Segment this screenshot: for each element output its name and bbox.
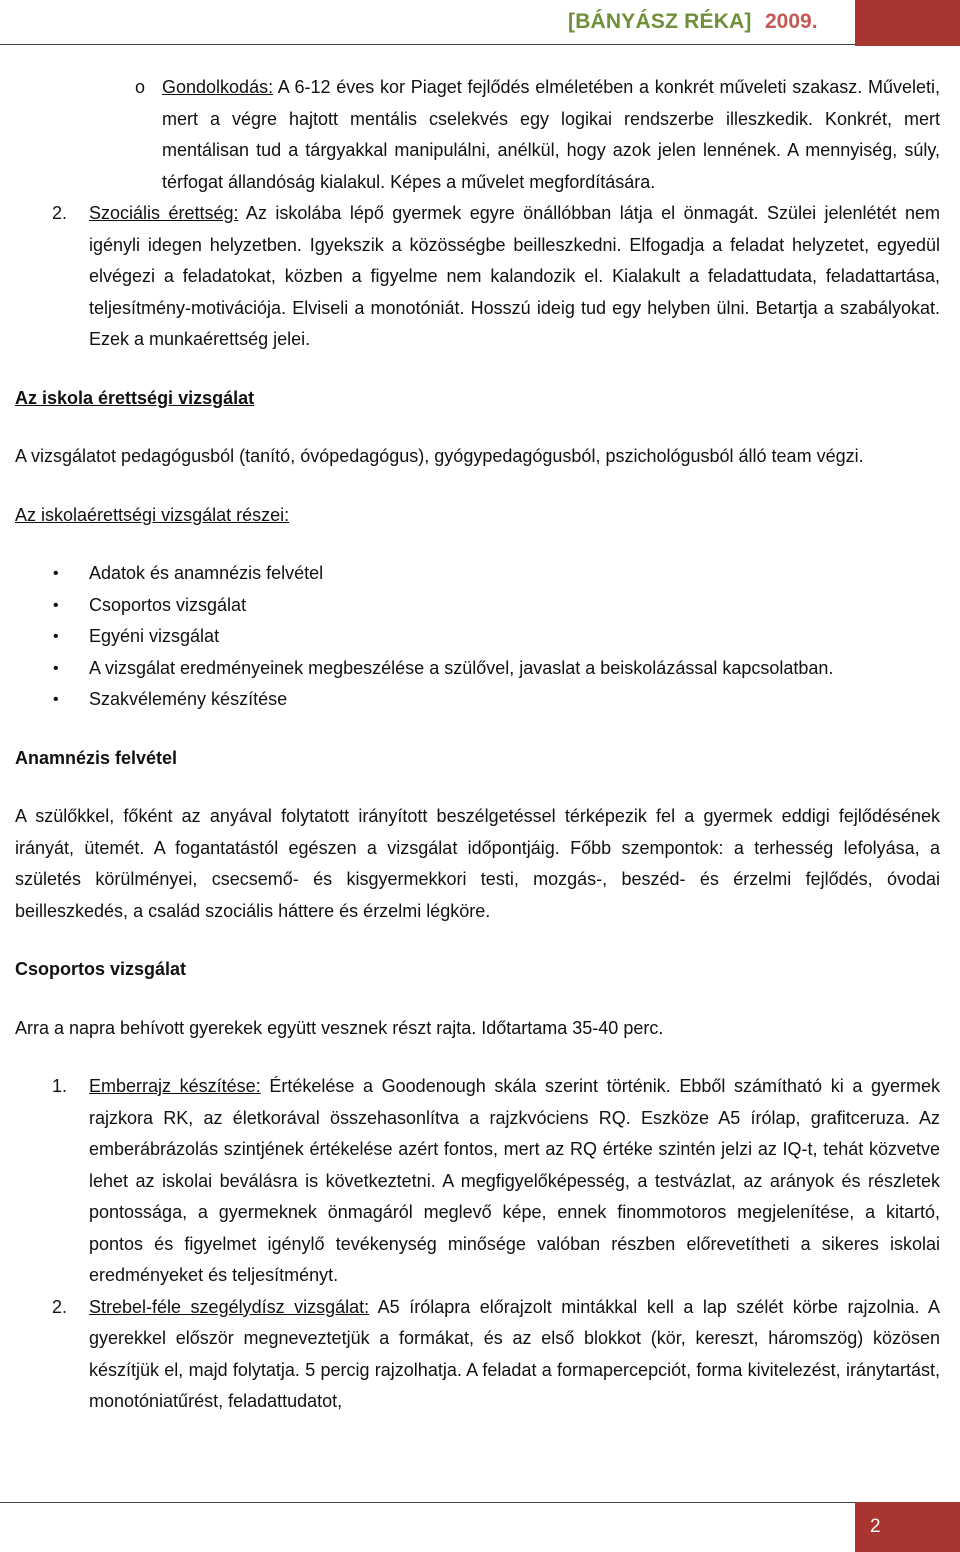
bullet-icon: •	[53, 691, 59, 708]
page-number: 2	[870, 1516, 881, 1537]
list-item: • Szakvélemény készítése	[89, 684, 940, 716]
text-social-maturity: Az iskolába lépő gyermek egyre önállóbban látja el önmagát. Szülei jelenlétét nem igényli idegen helyzetben. Igyekszik a közösségbe beilleszkedni. Elfogadja a feladat helyzetet, egyedül elvégezi a feladatokat, közben a figyelme nem kalandozik el. Kialakult a feladattudata, feladattartása, teljesítmény-motivációja. Elviseli a monotóniát. Hosszú ideig tud egy helyben ülni. Betartja a szabályokat. Ezek a munkaérettség jelei.	[89, 203, 940, 349]
heading-school-readiness-exam: Az iskola érettségi vizsgálat	[15, 387, 255, 408]
list-marker: 2.	[52, 203, 68, 223]
heading-group-exam: Csoportos vizsgálat	[15, 959, 187, 979]
bullet-icon: •	[53, 628, 59, 645]
bullet-icon: •	[53, 596, 59, 614]
text-thinking: A 6-12 éves kor Piaget fejlődés elméletében a konkrét műveleti szakasz. Műveleti, mert a végre hajtott mentális cselekvés egy logikai rendszerbe illeszkedik. Konkrét, mert mentálisan tud a tárgyakkal manipulálni, anélkül, hogy azok jelen lennének. A mennyiség, súly, térfogat állandóság kialakul. Képes a művelet megfordítására.	[162, 77, 940, 192]
paragraph-anamnesis: A szülőkkel, főként az anyával folytatott irányított beszélgetéssel térképezik fel a gyermek eddigi fejlődésének irányát, ütemét. A fogantatástól egészen a vizsgálat időpontjáig. Főbb szempontok: a terhesség lefolyása, a születés körülményei, csecsemő- és kisgyermekkori testi, mozgás-, beszéd- és érzelmi fejlődés, óvodai beilleszkedés, a család szociális háttere és érzelmi légköre.	[15, 806, 940, 921]
list-item: • Egyéni vizsgálat	[89, 621, 940, 653]
paragraph-exam-team: A vizsgálatot pedagógusból (tanító, óvópedagógus), gyógypedagógusból, pszichológusból álló team végzi.	[15, 446, 864, 466]
bullet-icon: •	[53, 565, 59, 582]
header-rule	[0, 44, 860, 45]
term-social-maturity: Szociális érettség:	[89, 203, 239, 223]
heading-anamnesis: Anamnézis felvétel	[15, 747, 178, 768]
list-item: • Adatok és anamnézis felvétel	[89, 558, 940, 590]
list-item-thinking	[135, 72, 940, 198]
list-marker: 2.	[52, 1296, 68, 1317]
list-item: • A vizsgálat eredményeinek megbeszélése a szülővel, javaslat a beiskolázással kapcsolatban.	[89, 653, 940, 685]
list-marker: 1.	[52, 1076, 68, 1096]
list-item: • Csoportos vizsgálat	[89, 590, 940, 622]
header-year: 2009.	[765, 10, 818, 33]
term-thinking: Gondolkodás:	[162, 77, 274, 97]
exam-parts-list	[15, 558, 940, 716]
list-marker: o	[135, 77, 146, 97]
subheading-exam-parts: Az iskolaérettségi vizsgálat részei:	[15, 504, 290, 525]
term-strebel-test: Strebel-féle szegélydísz vizsgálat:	[89, 1296, 370, 1317]
term-human-drawing: Emberrajz készítése:	[89, 1076, 261, 1096]
footer-rule	[0, 1502, 860, 1503]
document-body	[15, 72, 940, 1418]
text-human-drawing: Értékelése a Goodenough skála szerint történik. Ebből számítható ki a gyermek rajzkora RK, az életkorával összehasonlítva a rajzkvóciens RQ. Eszköze A5 írólap, grafitceruza. Az emberábrázolás szintjének értékelése azért fontos, mert az RQ értéke szintén jelzi az IQ-t, tehát közvetve lehet az iskolai beválásra is következtetni. A megfigyelőképesség, a testvázlat, az arányok és részletek pontossága, a gyermeknek önmagáról meglevő képe, ennek finommotoros megjelenítése, a kitartó, pontos és figyelmet igénylő tevékenység minősége valóban részben előrevetítheti a sikeres iskolai eredményeket és teljesítményt.	[89, 1076, 940, 1285]
text-strebel-test: A5 írólapra előrajzolt mintákkal kell a lap szélét körbe rajzolnia. A gyerekkel először megneveztetjük a formákat, és az első blokkot (kör, kereszt, háromszög) közösen készítjük el, majd folytatja. 5 percig rajzolhatja. A feladat a formapercepciót, forma kivitelezést, iránytartást, monotóniatűrést, feladattudatot,	[89, 1296, 941, 1411]
list-item-human-drawing	[52, 1071, 940, 1292]
list-item-strebel-test	[52, 1292, 941, 1418]
header-author: [BÁNYÁSZ RÉKA]	[568, 10, 752, 33]
list-item-social-maturity	[52, 198, 940, 356]
header-accent-box	[855, 0, 960, 46]
paragraph-group-exam: Arra a napra behívott gyerekek együtt vesznek részt rajta. Időtartama 35-40 perc.	[15, 1017, 664, 1038]
bullet-icon: •	[53, 659, 59, 677]
